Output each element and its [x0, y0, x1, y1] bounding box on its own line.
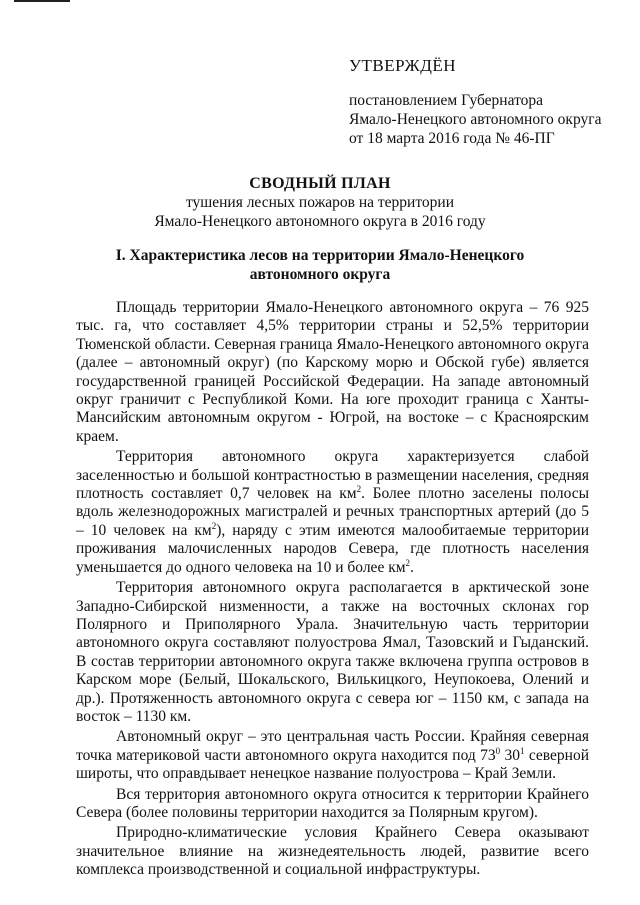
section-heading	[60, 246, 580, 284]
approval-line-1: постановлением Губернатора	[349, 92, 544, 109]
paragraph-location-text-c: северной широты, что оправдывает ненецкое название полуострова – Край Земли.	[76, 746, 589, 783]
paragraph-population-text-b: . Более плотно заселены полосы вдоль железнодорожных магистралей и речных транспортных артерий (до 5 – 10 человек на км	[76, 485, 589, 539]
document-title: СВОДНЫЙ ПЛАН	[249, 175, 391, 192]
paragraph-geography: Территория автономного округа располагается в арктической зоне Западно-Сибирской низменности, а также на восточных склонах гор Полярного и Приполярного Урала. Значительную часть территории автономного округа составляют полуострова Ямал, Тазовский и Гыданский. В состав территории автономного округа также включена группа островов в Карском море (Белый, Шокальского, Вилькицкого, Неупокоева, Олений и др.). Протяженность автономного округа с севера юг – 1150 км, с запада на восток – 1130 км.	[76, 579, 589, 725]
paragraph-population-text-c: ), наряду с этим имеются малообитаемые территории проживания малочисленных народов Севера, где плотность населения уменьшается до одного человека на 10 и более км	[76, 521, 589, 576]
superscript: 0	[495, 745, 501, 756]
document-subtitle-line-2: Ямало-Ненецкого автономного округа в 2016 году	[154, 213, 486, 230]
paragraph-far-north: Вся территория автономного округа относится к территории Крайнего Севера (более половины территории находится за Полярным кругом).	[76, 785, 589, 821]
document-subtitle-line-1: тушения лесных пожаров на территории	[185, 194, 455, 211]
approval-line-2: Ямало-Ненецкого автономного округа	[349, 111, 602, 128]
paragraph-location-text-b: 30	[500, 746, 520, 764]
superscript: 1	[520, 745, 525, 756]
approval-heading: УТВЕРЖДЁН	[349, 56, 456, 75]
paragraph-population-text-d: .	[410, 558, 414, 576]
paragraph-location	[76, 728, 589, 783]
section-heading-line-1: I. Характеристика лесов на территории Ямало-Ненецкого	[115, 247, 525, 264]
paragraph-climate: Природно-климатические условия Крайнего Севера оказывают значительное влияние на жизнедеятельность людей, развитие всего комплекса производственной и социальной инфраструктуры.	[76, 824, 589, 879]
document-title-block	[60, 174, 580, 231]
paragraph-location-text-a: Автономный округ – это центральная часть России. Крайняя северная точка материковой части автономного округа находится под 73	[76, 728, 589, 764]
paragraph-population-text-a: Территория автономного округа характеризуется слабой заселенностью и большой контрастностью в размещении населения, средняя плотность составляет 0,7 человек на км	[76, 448, 589, 503]
superscript: 2	[211, 520, 217, 531]
paragraph-area: Площадь территории Ямало-Ненецкого автономного округа – 76 925 тыс. га, что составляет 4,5% территории страны и 52,5% территории Тюменской области. Северная граница Ямало-Ненецкого автономного округа (далее – автономный округ) (по Карскому морю и Обской губе) является государственной границей Российской Федерации. На западе автономный округ граничит с Республикой Коми. На юге проходит граница с Ханты-Мансийским автономным округом - Югрой, на востоке – с Красноярским краем.	[76, 299, 589, 445]
paragraph-population	[76, 448, 589, 577]
approval-line-3: от 18 марта 2016 года № 46-ПГ	[349, 130, 555, 147]
scan-corner-mark	[14, 0, 70, 2]
approval-stamp-block	[349, 56, 629, 148]
document-body	[76, 299, 589, 880]
superscript: 2	[356, 484, 362, 495]
superscript: 2	[405, 557, 411, 568]
section-heading-line-2: автономного округа	[249, 266, 391, 283]
